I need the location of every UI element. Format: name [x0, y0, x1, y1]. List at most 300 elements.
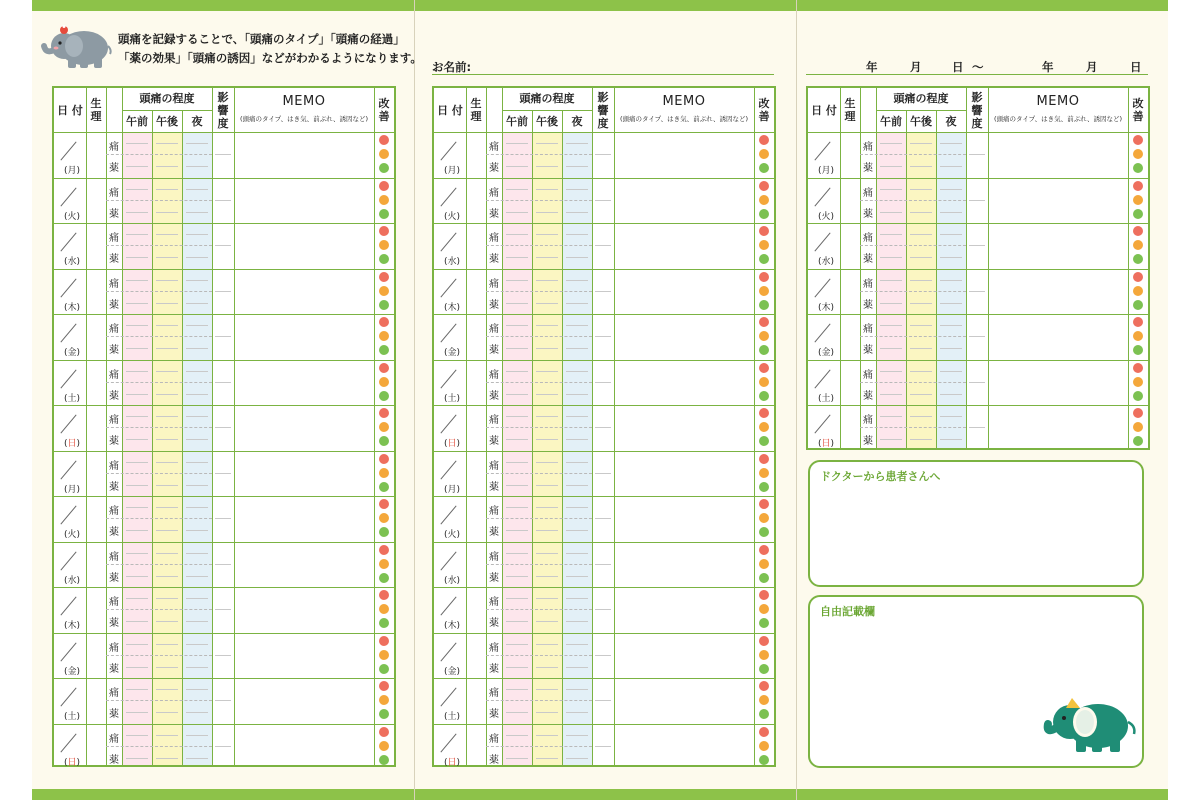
entry-line[interactable]	[156, 234, 178, 235]
entry-line[interactable]	[910, 416, 932, 417]
entry-line[interactable]	[156, 462, 178, 463]
entry-line[interactable]	[536, 371, 558, 372]
face-neutral-icon[interactable]	[759, 559, 769, 569]
entry-line[interactable]	[566, 462, 588, 463]
entry-line[interactable]	[566, 667, 588, 668]
impact-line[interactable]	[595, 700, 611, 701]
entry-line[interactable]	[910, 166, 932, 167]
impact-line[interactable]	[595, 382, 611, 383]
face-good-icon[interactable]	[759, 300, 769, 310]
entry-line[interactable]	[566, 234, 588, 235]
entry-line[interactable]	[156, 507, 178, 508]
entry-line[interactable]	[566, 189, 588, 190]
entry-line[interactable]	[156, 212, 178, 213]
name-field[interactable]	[432, 59, 774, 75]
entry-line[interactable]	[156, 189, 178, 190]
impact-line[interactable]	[215, 564, 231, 565]
entry-line[interactable]	[506, 462, 528, 463]
face-neutral-icon[interactable]	[379, 695, 389, 705]
impact-line[interactable]	[595, 518, 611, 519]
entry-line[interactable]	[186, 439, 208, 440]
entry-line[interactable]	[566, 507, 588, 508]
entry-line[interactable]	[536, 166, 558, 167]
entry-line[interactable]	[126, 394, 148, 395]
entry-line[interactable]	[186, 735, 208, 736]
face-neutral-icon[interactable]	[379, 149, 389, 159]
impact-line[interactable]	[969, 382, 985, 383]
entry-line[interactable]	[126, 758, 148, 759]
face-neutral-icon[interactable]	[379, 741, 389, 751]
entry-line[interactable]	[506, 644, 528, 645]
entry-line[interactable]	[506, 166, 528, 167]
impact-line[interactable]	[595, 291, 611, 292]
entry-line[interactable]	[186, 462, 208, 463]
entry-line[interactable]	[566, 257, 588, 258]
entry-line[interactable]	[126, 485, 148, 486]
entry-line[interactable]	[506, 553, 528, 554]
face-neutral-icon[interactable]	[379, 559, 389, 569]
entry-line[interactable]	[186, 212, 208, 213]
entry-line[interactable]	[126, 598, 148, 599]
entry-line[interactable]	[126, 576, 148, 577]
entry-line[interactable]	[536, 758, 558, 759]
entry-line[interactable]	[940, 325, 962, 326]
impact-line[interactable]	[215, 200, 231, 201]
entry-line[interactable]	[186, 576, 208, 577]
impact-line[interactable]	[595, 655, 611, 656]
face-bad-icon[interactable]	[1133, 181, 1143, 191]
face-good-icon[interactable]	[379, 618, 389, 628]
entry-line[interactable]	[536, 462, 558, 463]
face-good-icon[interactable]	[379, 527, 389, 537]
entry-line[interactable]	[156, 598, 178, 599]
entry-line[interactable]	[940, 189, 962, 190]
entry-line[interactable]	[910, 439, 932, 440]
entry-line[interactable]	[880, 325, 902, 326]
entry-line[interactable]	[506, 416, 528, 417]
entry-line[interactable]	[506, 371, 528, 372]
entry-line[interactable]	[156, 166, 178, 167]
face-bad-icon[interactable]	[379, 317, 389, 327]
entry-line[interactable]	[156, 325, 178, 326]
entry-line[interactable]	[566, 166, 588, 167]
face-bad-icon[interactable]	[379, 272, 389, 282]
face-bad-icon[interactable]	[759, 636, 769, 646]
face-bad-icon[interactable]	[379, 681, 389, 691]
face-neutral-icon[interactable]	[379, 650, 389, 660]
face-neutral-icon[interactable]	[379, 240, 389, 250]
entry-line[interactable]	[186, 394, 208, 395]
impact-line[interactable]	[969, 336, 985, 337]
entry-line[interactable]	[880, 212, 902, 213]
entry-line[interactable]	[880, 189, 902, 190]
face-good-icon[interactable]	[759, 573, 769, 583]
entry-line[interactable]	[156, 689, 178, 690]
impact-line[interactable]	[215, 336, 231, 337]
entry-line[interactable]	[880, 143, 902, 144]
face-good-icon[interactable]	[759, 618, 769, 628]
entry-line[interactable]	[156, 257, 178, 258]
entry-line[interactable]	[126, 553, 148, 554]
entry-line[interactable]	[566, 644, 588, 645]
entry-line[interactable]	[186, 371, 208, 372]
face-bad-icon[interactable]	[379, 590, 389, 600]
entry-line[interactable]	[536, 598, 558, 599]
entry-line[interactable]	[940, 257, 962, 258]
impact-line[interactable]	[595, 200, 611, 201]
impact-line[interactable]	[215, 746, 231, 747]
entry-line[interactable]	[126, 735, 148, 736]
entry-line[interactable]	[506, 439, 528, 440]
entry-line[interactable]	[156, 348, 178, 349]
impact-line[interactable]	[595, 154, 611, 155]
entry-line[interactable]	[880, 303, 902, 304]
impact-line[interactable]	[215, 154, 231, 155]
entry-line[interactable]	[186, 621, 208, 622]
face-neutral-icon[interactable]	[759, 240, 769, 250]
entry-line[interactable]	[910, 212, 932, 213]
entry-line[interactable]	[126, 143, 148, 144]
entry-line[interactable]	[880, 348, 902, 349]
entry-line[interactable]	[566, 689, 588, 690]
face-neutral-icon[interactable]	[1133, 286, 1143, 296]
face-neutral-icon[interactable]	[379, 195, 389, 205]
entry-line[interactable]	[566, 598, 588, 599]
entry-line[interactable]	[880, 280, 902, 281]
entry-line[interactable]	[126, 189, 148, 190]
entry-line[interactable]	[156, 576, 178, 577]
face-good-icon[interactable]	[1133, 163, 1143, 173]
entry-line[interactable]	[506, 348, 528, 349]
entry-line[interactable]	[126, 667, 148, 668]
face-bad-icon[interactable]	[759, 135, 769, 145]
entry-line[interactable]	[910, 303, 932, 304]
entry-line[interactable]	[186, 689, 208, 690]
face-neutral-icon[interactable]	[379, 377, 389, 387]
entry-line[interactable]	[566, 621, 588, 622]
face-bad-icon[interactable]	[759, 590, 769, 600]
entry-line[interactable]	[536, 394, 558, 395]
entry-line[interactable]	[156, 530, 178, 531]
entry-line[interactable]	[126, 439, 148, 440]
entry-line[interactable]	[156, 735, 178, 736]
entry-line[interactable]	[536, 644, 558, 645]
impact-line[interactable]	[969, 200, 985, 201]
face-good-icon[interactable]	[759, 482, 769, 492]
face-neutral-icon[interactable]	[759, 149, 769, 159]
entry-line[interactable]	[186, 667, 208, 668]
face-bad-icon[interactable]	[379, 454, 389, 464]
entry-line[interactable]	[156, 667, 178, 668]
entry-line[interactable]	[126, 621, 148, 622]
entry-line[interactable]	[156, 416, 178, 417]
impact-line[interactable]	[215, 382, 231, 383]
entry-line[interactable]	[506, 507, 528, 508]
entry-line[interactable]	[566, 576, 588, 577]
face-good-icon[interactable]	[1133, 300, 1143, 310]
face-good-icon[interactable]	[379, 391, 389, 401]
face-bad-icon[interactable]	[1133, 135, 1143, 145]
entry-line[interactable]	[536, 280, 558, 281]
face-good-icon[interactable]	[759, 391, 769, 401]
impact-line[interactable]	[215, 700, 231, 701]
face-good-icon[interactable]	[379, 436, 389, 446]
face-good-icon[interactable]	[379, 482, 389, 492]
entry-line[interactable]	[506, 758, 528, 759]
entry-line[interactable]	[566, 485, 588, 486]
entry-line[interactable]	[506, 143, 528, 144]
entry-line[interactable]	[156, 303, 178, 304]
entry-line[interactable]	[910, 257, 932, 258]
entry-line[interactable]	[880, 257, 902, 258]
entry-line[interactable]	[126, 348, 148, 349]
face-neutral-icon[interactable]	[1133, 195, 1143, 205]
face-neutral-icon[interactable]	[759, 422, 769, 432]
face-good-icon[interactable]	[759, 436, 769, 446]
face-bad-icon[interactable]	[379, 363, 389, 373]
entry-line[interactable]	[506, 530, 528, 531]
face-good-icon[interactable]	[379, 254, 389, 264]
entry-line[interactable]	[506, 735, 528, 736]
impact-line[interactable]	[595, 564, 611, 565]
entry-line[interactable]	[940, 303, 962, 304]
entry-line[interactable]	[536, 303, 558, 304]
entry-line[interactable]	[126, 530, 148, 531]
entry-line[interactable]	[506, 712, 528, 713]
entry-line[interactable]	[536, 234, 558, 235]
entry-line[interactable]	[880, 394, 902, 395]
entry-line[interactable]	[566, 394, 588, 395]
entry-line[interactable]	[566, 712, 588, 713]
entry-line[interactable]	[566, 416, 588, 417]
entry-line[interactable]	[186, 303, 208, 304]
face-bad-icon[interactable]	[759, 454, 769, 464]
face-bad-icon[interactable]	[1133, 363, 1143, 373]
entry-line[interactable]	[506, 234, 528, 235]
face-good-icon[interactable]	[759, 527, 769, 537]
entry-line[interactable]	[566, 280, 588, 281]
face-bad-icon[interactable]	[1133, 226, 1143, 236]
entry-line[interactable]	[506, 598, 528, 599]
entry-line[interactable]	[126, 712, 148, 713]
face-neutral-icon[interactable]	[759, 695, 769, 705]
face-good-icon[interactable]	[1133, 209, 1143, 219]
entry-line[interactable]	[880, 416, 902, 417]
entry-line[interactable]	[186, 553, 208, 554]
entry-line[interactable]	[506, 303, 528, 304]
entry-line[interactable]	[126, 371, 148, 372]
entry-line[interactable]	[506, 280, 528, 281]
face-bad-icon[interactable]	[379, 181, 389, 191]
entry-line[interactable]	[186, 644, 208, 645]
entry-line[interactable]	[566, 439, 588, 440]
entry-line[interactable]	[156, 143, 178, 144]
face-bad-icon[interactable]	[379, 135, 389, 145]
entry-line[interactable]	[536, 416, 558, 417]
entry-line[interactable]	[566, 303, 588, 304]
face-neutral-icon[interactable]	[379, 604, 389, 614]
entry-line[interactable]	[156, 394, 178, 395]
entry-line[interactable]	[156, 621, 178, 622]
entry-line[interactable]	[186, 166, 208, 167]
entry-line[interactable]	[940, 439, 962, 440]
face-good-icon[interactable]	[1133, 254, 1143, 264]
entry-line[interactable]	[126, 689, 148, 690]
impact-line[interactable]	[595, 336, 611, 337]
face-neutral-icon[interactable]	[379, 331, 389, 341]
face-neutral-icon[interactable]	[759, 331, 769, 341]
entry-line[interactable]	[880, 371, 902, 372]
entry-line[interactable]	[536, 712, 558, 713]
face-good-icon[interactable]	[759, 709, 769, 719]
face-good-icon[interactable]	[379, 573, 389, 583]
impact-line[interactable]	[215, 427, 231, 428]
entry-line[interactable]	[506, 325, 528, 326]
entry-line[interactable]	[910, 280, 932, 281]
entry-line[interactable]	[126, 416, 148, 417]
face-bad-icon[interactable]	[759, 226, 769, 236]
entry-line[interactable]	[156, 758, 178, 759]
entry-line[interactable]	[536, 143, 558, 144]
entry-line[interactable]	[506, 212, 528, 213]
entry-line[interactable]	[186, 348, 208, 349]
entry-line[interactable]	[156, 280, 178, 281]
date-range-field[interactable]	[806, 59, 1148, 75]
entry-line[interactable]	[880, 166, 902, 167]
entry-line[interactable]	[186, 189, 208, 190]
face-bad-icon[interactable]	[379, 636, 389, 646]
face-good-icon[interactable]	[1133, 345, 1143, 355]
face-bad-icon[interactable]	[759, 408, 769, 418]
entry-line[interactable]	[156, 371, 178, 372]
entry-line[interactable]	[536, 621, 558, 622]
face-neutral-icon[interactable]	[759, 377, 769, 387]
entry-line[interactable]	[156, 553, 178, 554]
face-neutral-icon[interactable]	[759, 741, 769, 751]
face-good-icon[interactable]	[1133, 391, 1143, 401]
entry-line[interactable]	[566, 212, 588, 213]
face-good-icon[interactable]	[759, 209, 769, 219]
entry-line[interactable]	[126, 166, 148, 167]
entry-line[interactable]	[566, 348, 588, 349]
entry-line[interactable]	[156, 485, 178, 486]
face-neutral-icon[interactable]	[1133, 149, 1143, 159]
entry-line[interactable]	[156, 712, 178, 713]
face-good-icon[interactable]	[379, 755, 389, 765]
entry-line[interactable]	[536, 485, 558, 486]
impact-line[interactable]	[215, 245, 231, 246]
entry-line[interactable]	[536, 689, 558, 690]
face-neutral-icon[interactable]	[759, 604, 769, 614]
entry-line[interactable]	[126, 280, 148, 281]
face-neutral-icon[interactable]	[759, 286, 769, 296]
entry-line[interactable]	[880, 439, 902, 440]
entry-line[interactable]	[506, 257, 528, 258]
face-neutral-icon[interactable]	[1133, 377, 1143, 387]
entry-line[interactable]	[186, 234, 208, 235]
entry-line[interactable]	[910, 189, 932, 190]
entry-line[interactable]	[566, 735, 588, 736]
entry-line[interactable]	[186, 507, 208, 508]
impact-line[interactable]	[595, 427, 611, 428]
face-neutral-icon[interactable]	[759, 195, 769, 205]
entry-line[interactable]	[910, 234, 932, 235]
face-bad-icon[interactable]	[1133, 317, 1143, 327]
face-bad-icon[interactable]	[759, 363, 769, 373]
face-good-icon[interactable]	[379, 345, 389, 355]
doctor-note-box[interactable]	[808, 460, 1144, 587]
entry-line[interactable]	[940, 348, 962, 349]
face-bad-icon[interactable]	[759, 727, 769, 737]
impact-line[interactable]	[595, 746, 611, 747]
face-good-icon[interactable]	[379, 163, 389, 173]
face-bad-icon[interactable]	[379, 226, 389, 236]
entry-line[interactable]	[536, 735, 558, 736]
entry-line[interactable]	[126, 212, 148, 213]
entry-line[interactable]	[940, 234, 962, 235]
face-neutral-icon[interactable]	[1133, 422, 1143, 432]
entry-line[interactable]	[536, 553, 558, 554]
face-neutral-icon[interactable]	[379, 286, 389, 296]
entry-line[interactable]	[880, 234, 902, 235]
impact-line[interactable]	[215, 655, 231, 656]
entry-line[interactable]	[186, 143, 208, 144]
impact-line[interactable]	[969, 291, 985, 292]
impact-line[interactable]	[215, 518, 231, 519]
face-neutral-icon[interactable]	[379, 513, 389, 523]
entry-line[interactable]	[186, 280, 208, 281]
face-bad-icon[interactable]	[379, 499, 389, 509]
face-bad-icon[interactable]	[379, 408, 389, 418]
face-bad-icon[interactable]	[759, 681, 769, 691]
entry-line[interactable]	[186, 598, 208, 599]
entry-line[interactable]	[940, 166, 962, 167]
face-bad-icon[interactable]	[759, 181, 769, 191]
entry-line[interactable]	[126, 644, 148, 645]
face-good-icon[interactable]	[379, 300, 389, 310]
entry-line[interactable]	[506, 485, 528, 486]
entry-line[interactable]	[506, 667, 528, 668]
entry-line[interactable]	[126, 303, 148, 304]
entry-line[interactable]	[566, 530, 588, 531]
entry-line[interactable]	[536, 507, 558, 508]
entry-line[interactable]	[186, 485, 208, 486]
entry-line[interactable]	[536, 189, 558, 190]
entry-line[interactable]	[536, 212, 558, 213]
entry-line[interactable]	[910, 348, 932, 349]
face-good-icon[interactable]	[1133, 436, 1143, 446]
entry-line[interactable]	[536, 576, 558, 577]
entry-line[interactable]	[186, 325, 208, 326]
face-good-icon[interactable]	[759, 254, 769, 264]
entry-line[interactable]	[186, 530, 208, 531]
entry-line[interactable]	[910, 371, 932, 372]
entry-line[interactable]	[910, 325, 932, 326]
entry-line[interactable]	[156, 644, 178, 645]
entry-line[interactable]	[126, 462, 148, 463]
entry-line[interactable]	[126, 257, 148, 258]
entry-line[interactable]	[566, 143, 588, 144]
entry-line[interactable]	[186, 416, 208, 417]
entry-line[interactable]	[566, 553, 588, 554]
face-good-icon[interactable]	[759, 345, 769, 355]
face-good-icon[interactable]	[379, 709, 389, 719]
impact-line[interactable]	[969, 427, 985, 428]
face-good-icon[interactable]	[759, 664, 769, 674]
face-good-icon[interactable]	[759, 163, 769, 173]
entry-line[interactable]	[186, 758, 208, 759]
face-bad-icon[interactable]	[759, 317, 769, 327]
